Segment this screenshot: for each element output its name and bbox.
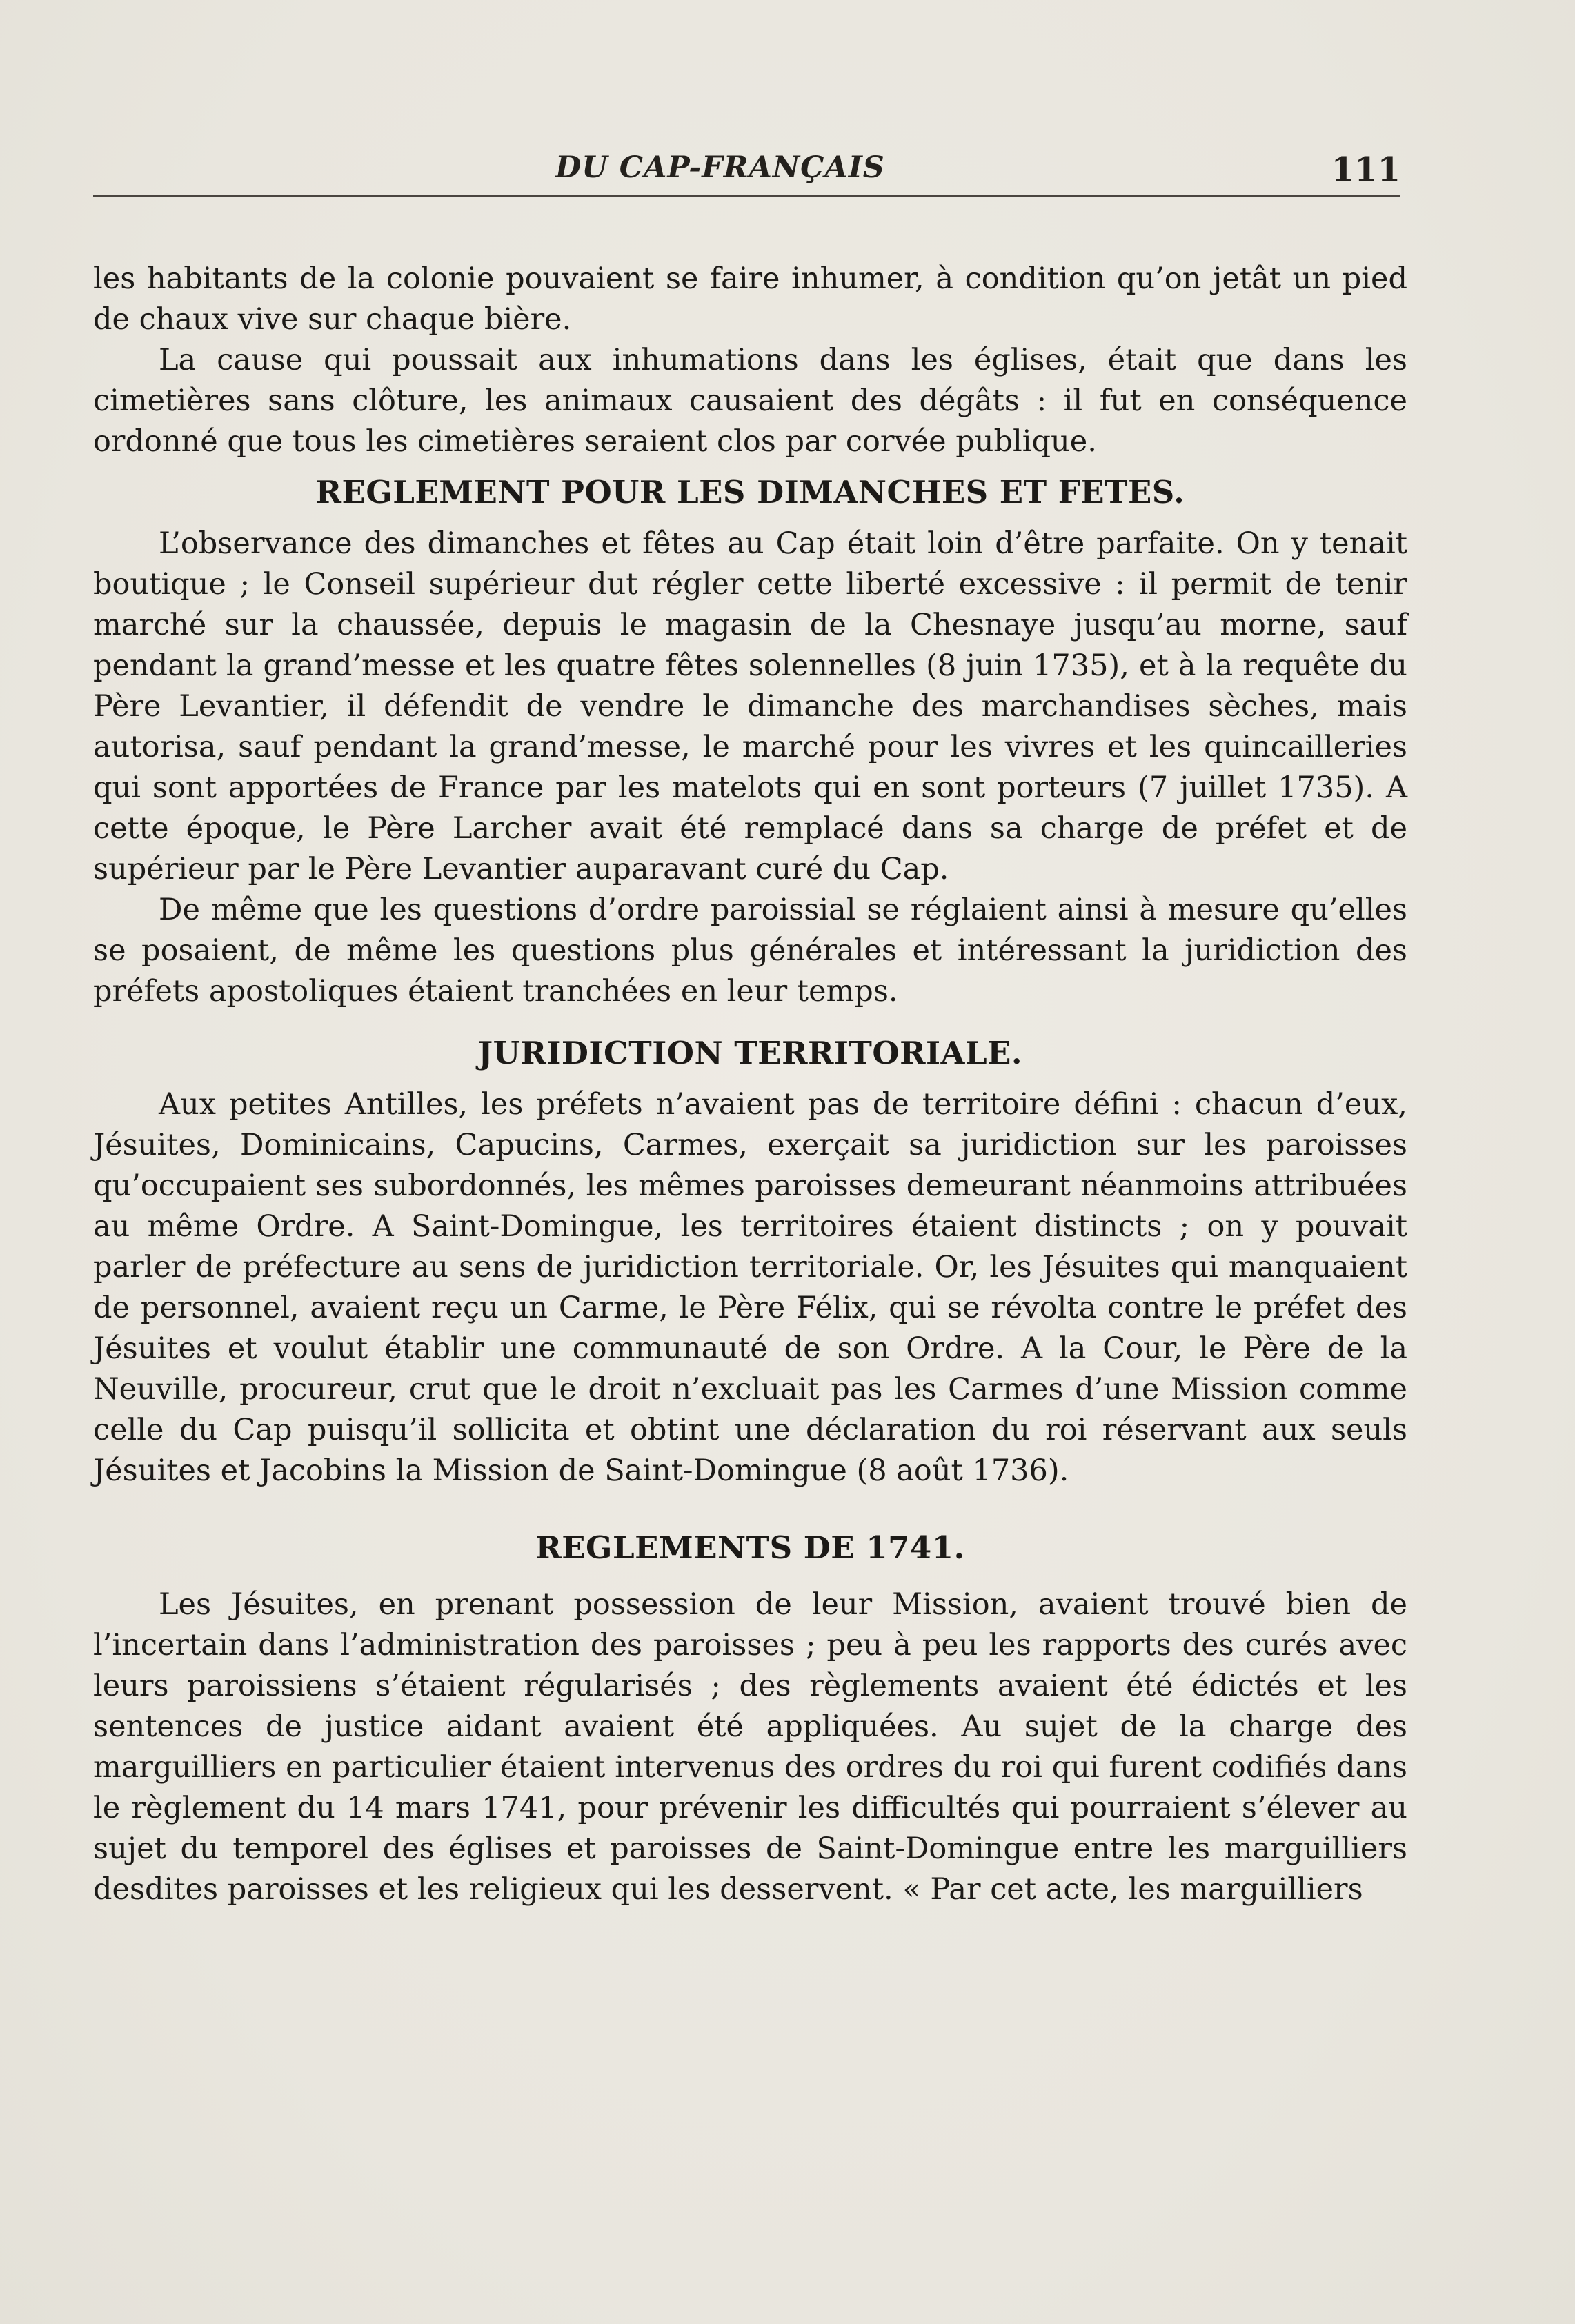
paragraph-sundays: L’observance des dimanches et fêtes au Cap était loin d’être parfaite. On y tenait boutique ; le Conseil supérieur dut régler cette liberté excessive : il permit de tenir marché sur la chaussée, depuis le magasin de la Chesnaye jusqu’au morne, sauf pendant la grand’messe et les quatre fêtes solennelles (8 juin 1735), et à la requête du Père Levantier, il défendit de vendre le dimanche des marchandises sèches, mais autorisa, sauf pendant la grand’messe, le marché pour les vivres et les quincailleries qui sont apportées de France par les matelots qui en sont porteurs (7 juillet 1735). A cette époque, le Père Larcher avait été remplacé dans sa charge de préfet et de supérieur par le Père Levantier auparavant curé du Cap. (93, 526, 1407, 886)
section-heading-regulations-1741: REGLEMENTS DE 1741. (535, 1529, 965, 1566)
paragraph-jurisdiction: Aux petites Antilles, les préfets n’avaient pas de territoire défini : chacun d’eux, Jésuites, Dominicains, Capucins, Carmes, exerçait sa juridiction sur les paroisses qu’occupaient ses subordonnés, les mêmes paroisses demeurant néanmoins attribuées au même Ordre. A Saint-Domingue, les territoires étaient distincts ; on y pouvait parler de préfecture au sens de juridiction territoriale. Or, les Jésuites qui manquaient de personnel, avaient reçu un Carme, le Père Félix, qui se révolta contre le préfet des Jésuites et voulut établir une communauté de son Ordre. A la Cour, le Père de la Neuville, procureur, crut que le droit n’excluait pas les Carmes d’une Mission comme celle du Cap puisqu’il sollicita et obtint une déclaration du roi réservant aux seuls Jésuites et Jacobins la Mission de Saint-Domingue (8 août 1736). (93, 1087, 1407, 1488)
page-body (93, 259, 1407, 1910)
page-number: 111 (1331, 150, 1400, 189)
running-title: DU CAP-FRANÇAIS (555, 150, 885, 185)
paragraph-questions: De même que les questions d’ordre paroissial se réglaient ainsi à mesure qu’elles se posaient, de même les questions plus générales et intéressant la juridiction des préfets apostoliques étaient tranchées en leur temps. (93, 893, 1407, 1009)
paragraph-regulations-1741: Les Jésuites, en prenant possession de leur Mission, avaient trouvé bien de l’incertain dans l’administration des paroisses ; peu à peu les rapports des curés avec leurs paroissiens s’étaient régularisés ; des règlements avaient été édictés et les sentences de justice aidant avaient été appliquées. Au sujet de la charge des marguilliers en particulier étaient intervenus des ordres du roi qui furent codifiés dans le règlement du 14 mars 1741, pour prévenir les difficultés qui pourraient s’élever au sujet du temporel des églises et paroisses de Saint-Domingue entre les marguilliers desdites paroisses et les religieux qui les desservent. « Par cet acte, les marguilliers (93, 1587, 1407, 1907)
section-heading-sundays: REGLEMENT POUR LES DIMANCHES ET FETES. (315, 474, 1185, 510)
paragraph-cemeteries: La cause qui poussait aux inhumations dans les églises, était que dans les cimetières sans clôture, les animaux causaient des dégâts : il fut en conséquence ordonné que tous les cimetières seraient clos par corvée publique. (93, 343, 1407, 459)
header-rule (93, 195, 1400, 197)
section-heading-jurisdiction: JURIDICTION TERRITORIALE. (477, 1035, 1023, 1071)
paragraph-continuation: les habitants de la colonie pouvaient se faire inhumer, à condition qu’on jetât un pied de chaux vive sur chaque bière. (93, 261, 1407, 337)
page-header (93, 150, 1400, 192)
